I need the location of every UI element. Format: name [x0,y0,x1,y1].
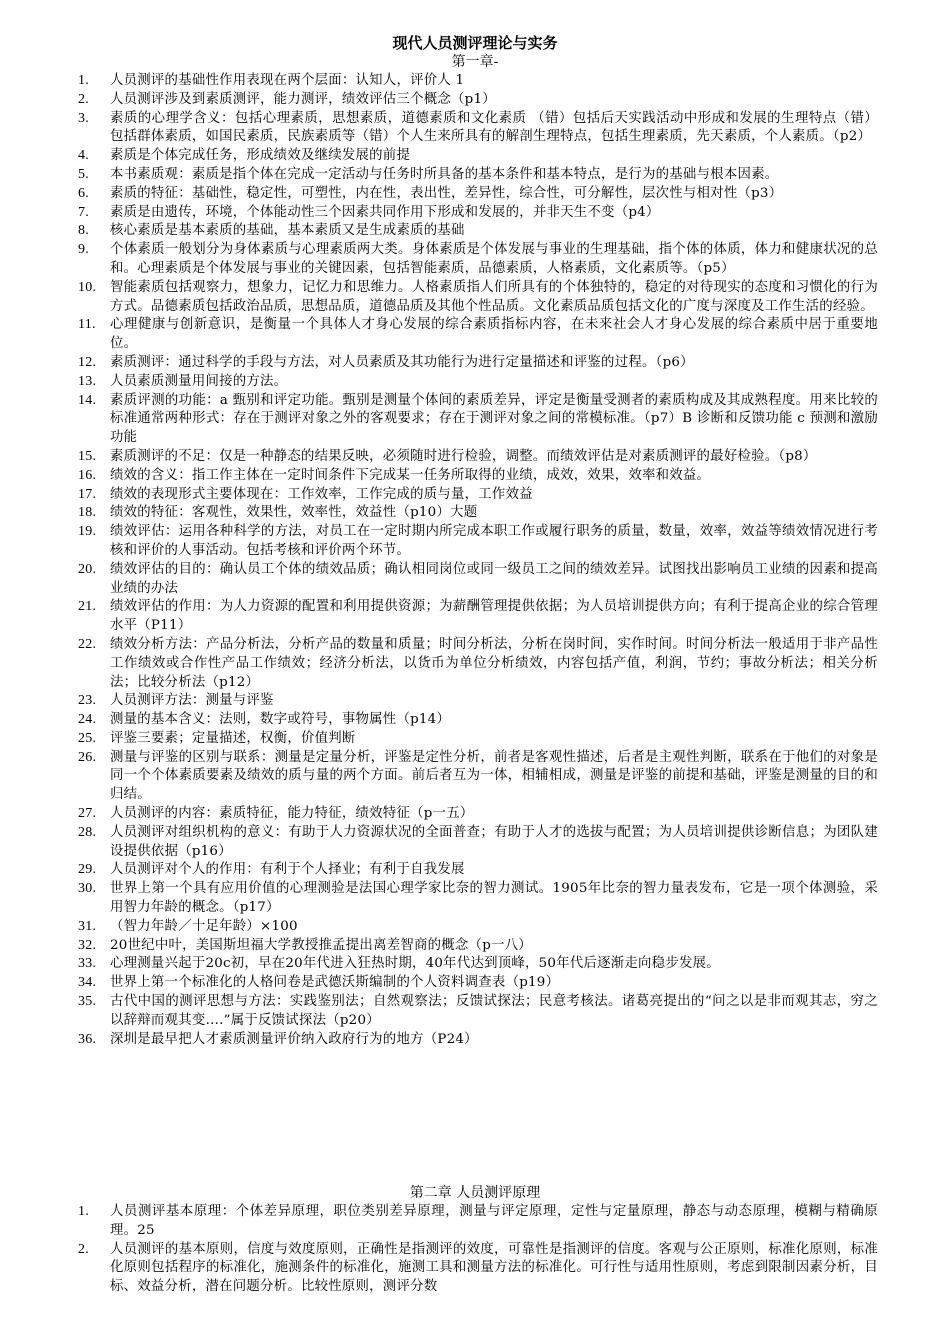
list-item [78,636,878,692]
item-text: 古代中国的测评思想与方法：实践鉴别法；自然观察法；反馈试探法；民意考核法。诸葛亮提出的“问之以是非而观其志，穷之以辞辩而观其变….”属于反馈试探法（p20） [110,994,878,1028]
list-item [78,504,878,523]
list-item [78,937,878,956]
item-text: 人员测评对组织机构的意义：有助于人力资源状况的全面普查；有助于人才的选拔与配置；为人员培训提供诊断信息；为团队建设提供依据（p16） [110,824,878,859]
item-text: 人员素质测量用间接的方法。 [110,373,288,389]
list-item [78,373,878,392]
item-number: 26. [78,749,97,765]
list-item [78,91,878,110]
item-number: 12. [78,354,97,370]
list-item [78,279,878,317]
item-text: 评鉴三要素；定量描述，权衡，价值判断 [110,730,356,746]
list-item [78,824,878,862]
item-number: 20. [78,561,97,577]
item-number: 5. [78,166,89,182]
item-number: 8. [78,223,89,239]
list-item [78,711,878,730]
list-item [78,561,878,599]
item-number: 18. [78,505,97,521]
list-item [78,523,878,561]
item-text: 人员测评方法：测量与评鉴 [110,693,274,709]
item-number: 9. [78,242,89,258]
item-text: 人员测评的基本原则，信度与效度原则，正确性是指测评的效度，可靠性是指测评的信度。客观与公正原则，标准化原则，标准化原则包括程序的标准化，施测条件的标准化，施测工具和测量方法的标准化。可行性与适用性原则，考虑到限制因素分析，目标、效益分析，潜在问题分析。比较性原则，测评分数 [110,1241,878,1295]
item-number: 21. [78,599,97,615]
list-item [78,486,878,505]
item-number: 32. [78,937,97,953]
item-text: 心理测量兴起于20c初，早在20年代进入狂热时期，40年代达到顶峰，50年代后逐渐走向稳步发展。 [110,956,720,972]
list-item [78,918,878,937]
chapter-1-heading: 第一章- [451,54,499,70]
item-text: 绩效的表现形式主要体现在：工作效率，工作完成的质与量，工作效益 [110,486,533,502]
item-number: 30. [78,881,97,897]
item-text: 测量与评鉴的区别与联系：测量是定量分析，评鉴是定性分析，前者是客观性描述，后者是主观性判断，联系在于他们的对象是同一个个体素质要素及绩效的质与量的两个方面。前后者互为一体，相辅相成，测量是评鉴的前提和基础，评鉴是测量的目的和归结。 [110,749,878,803]
item-text: 人员测评基本原理：个体差异原理，职位类别差异原理，测量与评定原理，定性与定量原理，静态与动态原理，模糊与精确原理。25 [110,1204,878,1238]
item-number: 28. [78,824,97,840]
item-text: 测量的基本含义：法则，数字或符号，事物属性（p14） [110,712,451,728]
list-item [78,166,878,185]
item-number: 36. [78,1031,97,1047]
item-text: 绩效评估的目的：确认员工个体的绩效品质；确认相同岗位或同一级员工之间的绩效差异。试图找出影响员工业绩的因素和提高业绩的办法 [110,561,878,596]
item-number: 17. [78,486,97,502]
list-item [78,147,878,166]
item-number: 6. [78,185,89,201]
list-item [78,730,878,749]
item-number: 10. [78,279,97,295]
item-text: 素质是个体完成任务，形成绩效及继续发展的前提 [110,148,411,164]
item-number: 27. [78,806,97,822]
item-number: 1. [78,73,89,88]
item-text: 20世纪中叶，美国斯坦福大学教授推孟提出离差智商的概念（p一八） [110,937,532,953]
document-title: 现代人员测评理论与实务 [392,34,558,52]
item-text: 绩效的含义：指工作主体在一定时间条件下完成某一任务所取得的业绩，成效，效果，效率和效益。 [110,467,711,483]
item-text: 个体素质一般划分为身体素质与心理素质两大类。身体素质是个体发展与事业的生理基础，指个体的体质，体力和健康状况的总和。心理素质是个体发展与事业的关键因素，包括智能素质，品德素质，人格素质，文化素质等。（p5） [110,242,878,276]
item-number: 33. [78,956,97,972]
item-text: 人员测评对个人的作用：有利于个人择业；有利于自我发展 [110,862,465,878]
list-item [78,749,878,805]
item-text: 本书素质观：素质是指个体在完成一定活动与任务时所具备的基本条件和基本特点，是行为的基础与根本因素。 [110,166,779,182]
item-text: 绩效分析方法：产品分析法，分析产品的数量和质量；时间分析法，分析在岗时间，实作时间。时间分析法一般适用于非产品性工作绩效或合作性产品工作绩效；经济分析法，以货币为单位分析绩效，内容包括产值，利润，节约；事故分析法；相关分析法；比较分析法（p12） [110,636,878,690]
item-text: 素质评测的功能：a 甄别和评定功能。甄别是测量个体间的素质差异，评定是衡量受测者的素质构成及其成熟程度。用来比较的标准通常两种形式：存在于测评对象之外的客观要求；存在于测评对象之间的常模标准。（p7）B 诊断和反馈功能 c 预测和激励功能 [110,392,878,446]
list-item [78,880,878,918]
item-text: 世界上第一个标准化的人格问卷是武德沃斯编制的个人资料调查表（p19） [110,975,560,991]
item-number: 34. [78,975,97,991]
item-number: 7. [78,204,89,220]
list-item [78,204,878,223]
item-text: 素质是由遗传，环境，个体能动性三个因素共同作用下形成和发展的，并非天生不变（p4） [110,204,660,220]
list-item [78,241,878,279]
item-number: 15. [78,448,97,464]
item-number: 25. [78,730,97,746]
item-number: 29. [78,862,97,878]
item-text: 素质测评的不足：仅是一种静态的结果反映，必须随时进行检验，调整。而绩效评估是对素质测评的最好检验。（p8） [110,448,817,464]
item-number: 24. [78,712,97,728]
item-text: 绩效的特征：客观性，效果性，效率性，效益性（p10）大题 [110,505,478,521]
item-number: 35. [78,994,97,1010]
item-text: （智力年龄／十足年龄）×100 [110,918,298,934]
list-item [78,392,878,448]
item-text: 绩效评估：运用各种科学的方法，对员工在一定时期内所完成本职工作或履行职务的质量，数量，效率，效益等绩效情况进行考核和评价的人事活动。包括考核和评价两个环节。 [110,524,878,558]
list-item [78,448,878,467]
list-item [78,467,878,486]
list-item [78,993,878,1031]
list-item [78,1241,878,1297]
item-text: 世界上第一个具有应用价值的心理测验是法国心理学家比奈的智力测试。1905年比奈的智力量表发布，它是一项个体测验，采用智力年龄的概念。（p17） [110,881,878,916]
list-item [78,598,878,636]
list-item [78,955,878,974]
chapter-1-list [78,72,878,1049]
item-number: 2. [78,1241,89,1257]
item-number: 22. [78,636,97,652]
chapter-2-list [78,1203,878,1297]
list-item [78,185,878,204]
item-text: 心理健康与创新意识，是衡量一个具体人才身心发展的综合素质指标内容，在未来社会人才身心发展的综合素质中居于重要地位。 [110,317,878,352]
item-number: 3. [78,110,89,126]
item-number: 11. [78,317,96,333]
item-number: 2. [78,91,89,107]
list-item [78,861,878,880]
item-number: 4. [78,148,89,164]
list-item [78,354,878,373]
list-item [78,110,878,148]
item-text: 人员测评的基础性作用表现在两个层面：认知人，评价人 1 [110,73,465,88]
list-item [78,222,878,241]
list-item [78,692,878,711]
item-text: 绩效评估的作用：为人力资源的配置和利用提供资源；为薪酬管理提供依据；为人员培训提供方向；有利于提高企业的综合管理水平（P11） [110,599,878,634]
item-number: 14. [78,392,97,408]
item-number: 1. [78,1204,89,1219]
chapter-2-heading: 第二章 人员测评原理 [409,1185,541,1201]
item-text: 深圳是最早把人才素质测量评价纳入政府行为的地方（P24） [110,1031,478,1047]
item-text: 素质的特征：基础性，稳定性，可塑性，内在性，表出性，差异性，综合性，可分解性，层次性与相对性（p3） [110,185,783,201]
item-text: 核心素质是基本素质的基础，基本素质又是生成素质的基础 [110,223,465,239]
item-text: 素质测评：通过科学的手段与方法，对人员素质及其功能行为进行定量描述和评鉴的过程。（p6） [110,354,694,370]
list-item [78,316,878,354]
item-text: 智能素质包括观察力，想象力，记忆力和思维力。人格素质指人们所具有的个体独特的，稳定的对待现实的态度和习惯化的行为方式。品德素质包括政治品质，思想品质，道德品质及其他个性品质。文化素质品质包括文化的广度与深度及工作生活的经验。 [110,279,878,314]
item-number: 31. [78,918,97,934]
list-item [78,1203,878,1241]
item-text: 人员测评的内容：素质特征，能力特征，绩效特征（p一五） [110,806,474,822]
list-item [78,1031,878,1050]
item-number: 13. [78,373,97,389]
list-item [78,72,878,91]
list-item [78,805,878,824]
item-number: 19. [78,524,97,540]
item-number: 23. [78,693,97,709]
item-number: 16. [78,467,97,483]
item-text: 素质的心理学含义：包括心理素质，思想素质，道德素质和文化素质 （错）包括后天实践活动中形成和发展的生理特点（错）包括群体素质，如国民素质，民族素质等（错）个人生来所具有的解剖生理特点，包括生理素质，先天素质，个人素质。（p2） [110,110,878,145]
list-item [78,974,878,993]
item-text: 人员测评涉及到素质测评，能力测评，绩效评估三个概念（p1） [110,91,496,107]
